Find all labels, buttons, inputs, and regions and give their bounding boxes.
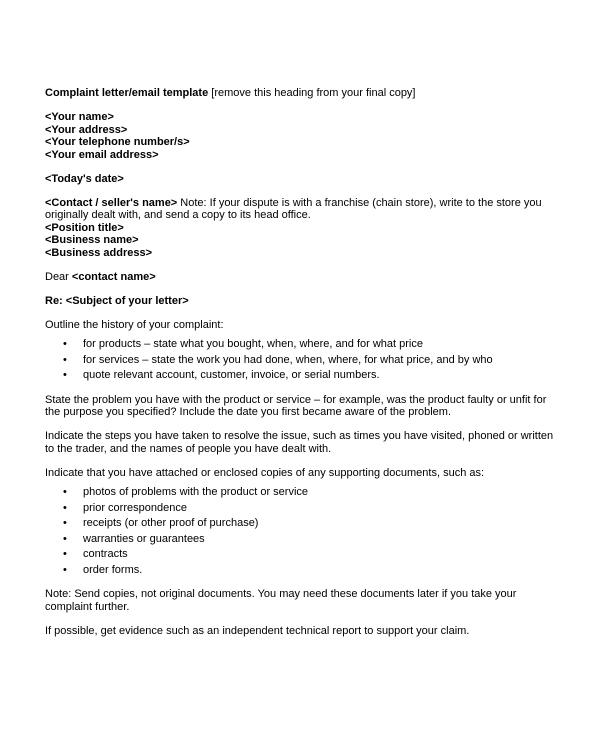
list-item: • order forms. <box>45 563 560 579</box>
complaint-history-list <box>45 337 560 384</box>
salutation-prefix: Dear <box>45 270 69 283</box>
list-item: • warranties or guarantees <box>45 532 560 548</box>
problem-paragraph: State the problem you have with the product or service – for example, was the product faulty or unfit for the purpose you specified? Include the date you first became aware of the problem. <box>45 393 547 418</box>
sender-block <box>45 111 560 161</box>
your-name: <Your name> <box>45 111 114 123</box>
heading-title: Complaint letter/email template <box>45 87 209 99</box>
list-item: • receipts (or other proof of purchase) <box>45 516 560 532</box>
business-name: <Business name> <box>45 234 139 246</box>
list-item: • for products – state what you bought, when, where, and for what price <box>45 337 560 353</box>
recipient-note: Note: If your dispute is with a franchise (chain store), write to the store you originally dealt with, and send a copy to its head office. <box>45 196 542 221</box>
your-address: <Your address> <box>45 123 128 136</box>
subject: Re: <Subject of your letter> <box>45 294 189 307</box>
salutation <box>45 271 560 284</box>
your-email: <Your email address> <box>45 148 159 161</box>
steps-paragraph: Indicate the steps you have taken to resolve the issue, such as times you have visited, phoned or written to the trader, and the names of people you have dealt with. <box>45 430 554 455</box>
note-paragraph: Note: Send copies, not original documents. You may need these documents later if you take your complaint further. <box>45 588 517 613</box>
list-item: • photos of problems with the product or service <box>45 485 560 501</box>
list-item: • for services – state the work you had done, when, where, for what price, and by who <box>45 353 560 369</box>
list-item: • prior correspondence <box>45 501 560 517</box>
documents-intro: Indicate that you have attached or enclosed copies of any supporting documents, such as: <box>45 466 485 479</box>
heading-note: [remove this heading from your final copy] <box>211 87 416 99</box>
todays-date: <Today's date> <box>45 172 124 185</box>
position-title: <Position title> <box>45 221 124 234</box>
outline-intro: Outline the history of your complaint: <box>45 318 224 331</box>
heading-line <box>45 87 560 100</box>
business-address: <Business address> <box>45 246 153 259</box>
subject-line <box>45 295 560 308</box>
date-line <box>45 173 560 186</box>
your-telephone: <Your telephone number/s> <box>45 136 190 148</box>
letter-template <box>45 87 560 637</box>
list-item: • quote relevant account, customer, invoice, or serial numbers. <box>45 368 560 384</box>
contact-name: <Contact / seller's name> <box>45 196 178 209</box>
recipient-block <box>45 197 560 260</box>
list-item: • contracts <box>45 547 560 563</box>
evidence-paragraph: If possible, get evidence such as an independent technical report to support your claim. <box>45 624 470 637</box>
documents-list <box>45 485 560 578</box>
salutation-name: <contact name> <box>71 270 156 283</box>
